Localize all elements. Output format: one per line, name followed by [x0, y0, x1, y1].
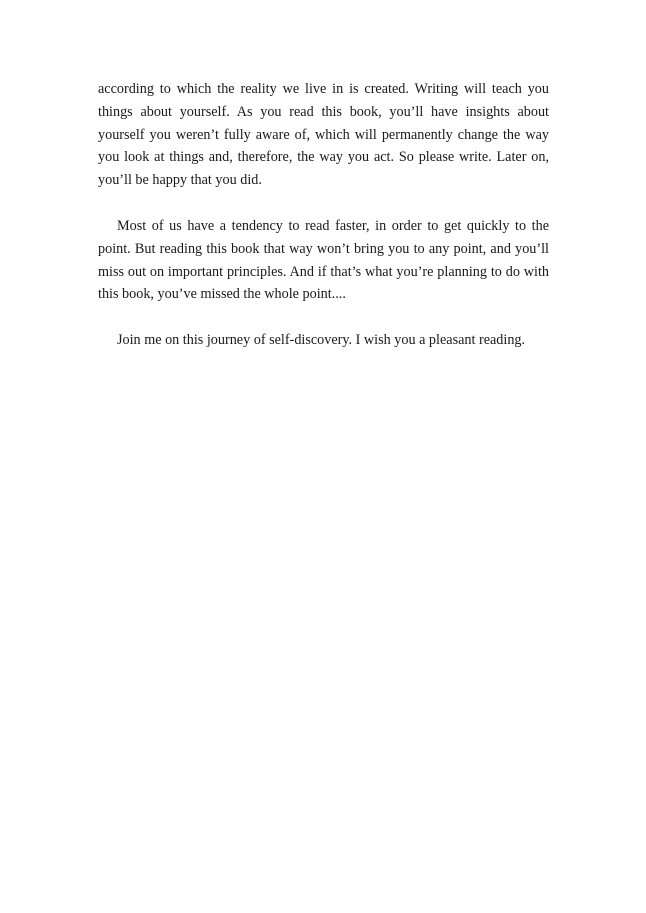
body-text	[98, 78, 549, 375]
paragraph-3: Join me on this journey of self-discovery. I wish you a pleasant reading.	[117, 332, 526, 349]
paragraph-1: according to which the reality we live in is created. Writing will teach you things about yourself. As you read this book, you’ll have insights about yourself you weren’t fully aware of, which will permanently change the way you look at things and, therefore, the way you act. So please write. Later on, you’ll be happy that you did.	[98, 81, 549, 189]
paragraph-2: Most of us have a tendency to read faster, in order to get quickly to the point. But reading this book that way won’t bring you to any point, and you’ll miss out on important principles. And if that’s what you’re planning to do with this book, you’ve missed the whole point....	[98, 217, 549, 303]
